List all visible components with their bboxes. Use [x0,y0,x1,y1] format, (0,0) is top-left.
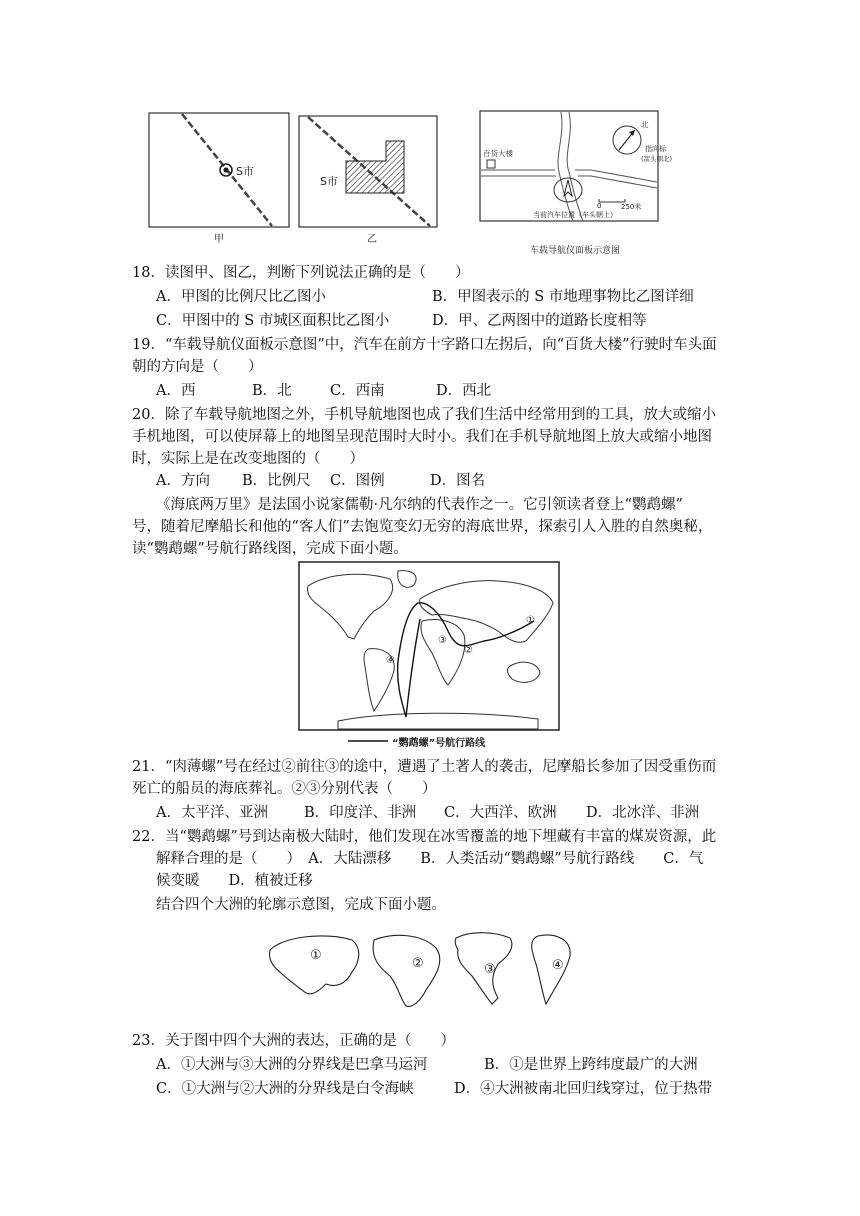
q19-option-a: A．西 [156,383,196,399]
q19-option-c: C．西南 [330,383,385,399]
marker-4: ④ [386,655,395,666]
marker-2: ② [464,645,473,656]
caption-jia: 甲 [214,234,224,245]
continent-2: ② [412,956,424,971]
compass-label-1: 指向标 [645,145,666,153]
figure-world-route-map [298,561,560,731]
caption-yi: 乙 [367,234,377,245]
compass-label-2: (箭头朝北) [641,155,673,163]
q21-option-c: C．大西洋、欧洲 [444,805,557,821]
legend-line [348,739,388,743]
north-label: 北 [641,120,649,129]
figure-jia [148,112,290,228]
q23-stem: 23．关于图中四个大洲的表达，正确的是（ ） [132,1033,455,1049]
q23-option-d: D．④大洲被南北回归线穿过，位于热带 [454,1081,713,1097]
q20-stem-1: 20．除了车载导航地图之外，手机导航地图也成了我们生活中经常用到的工具，放大或缩小 [132,407,716,423]
map-jia [148,112,290,228]
continent-4: ④ [552,958,564,973]
q23-option-b: B．①是世界上跨纬度最广的大洲 [484,1057,698,1073]
q21-stem-1: 21．“肉薄螺”号在经过②前往③的途中，遭遇了土著人的袭击，尼摩船长参加了因受重伤而 [132,759,717,775]
q23-option-c: C．①大洲与②大洲的分界线是白令海峡 [156,1081,414,1097]
s-city-label: S市 [236,165,254,178]
figure-yi [298,115,438,228]
q18-option-d: D．甲、乙两图中的道路长度相等 [432,313,647,329]
car-label: 当前汽车位置（车头朝上） [533,211,617,219]
q21-option-d: D．北冰洋、非洲 [586,805,700,821]
q18-option-b: B．甲图表示的 S 市地理事物比乙图详细 [432,289,694,305]
q19-option-b: B．北 [252,383,292,399]
q21-option-a: A．太平洋、亚洲 [156,805,268,821]
passage-1: 《海底两万里》是法国小说家儒勒·凡尔纳的代表作之一。它引领读者登上“鹦鹉螺” [156,497,683,513]
continent-3: ③ [484,962,496,977]
q22-stem-2: 解释合理的是（ ） A．大陆漂移 B．人类活动“鹦鹉螺”号航行路线 C．气 [156,851,704,867]
q18-option-a: A．甲图的比例尺比乙图小 [156,289,326,305]
q23-option-a: A．①大洲与③大洲的分界线是巴拿马运河 [156,1057,428,1073]
q22-stem-1: 22．当“鹦鹉螺”号到达南极大陆时，他们发现在冰雪覆盖的地下埋藏有丰富的煤炭资源，此 [132,829,717,845]
q20-option-d: D．图名 [430,473,486,489]
figure-four-continents [266,928,596,1012]
scale-value: 250米 [621,203,642,211]
continent-1: ① [310,948,322,963]
passage-continents: 结合四个大洲的轮廓示意图，完成下面小题。 [156,897,446,913]
q18-stem: 18．读图甲、图乙，判断下列说法正确的是（ ） [132,265,470,281]
world-map [298,561,560,731]
map-yi [298,115,438,228]
s-city-label: S市 [320,175,338,188]
passage-2: 号，随着尼摩船长和他的“客人们”去饱览变幻无穷的海底世界，探索引人入胜的自然奥秘， [132,519,713,535]
figure-nav-panel [479,110,673,222]
q21-stem-2: 死亡的船员的海底葬礼。②③分别代表（ ） [132,781,437,797]
q20-option-b: B．比例尺 [242,473,311,489]
scale-zero: 0 [597,202,602,210]
marker-1: ① [526,615,535,626]
q19-stem-2: 朝的方向是（ ） [132,359,263,375]
passage-3: 读“鹦鹉螺”号航行路线图，完成下面小题。 [132,541,408,557]
q22-stem-3: 候变暖 D．植被迁移 [156,873,313,889]
q19-stem-1: 19．“车载导航仪面板示意图”中，汽车在前方十字路口左拐后，向“百货大楼”行驶时车头面 [132,337,717,353]
q20-option-c: C．图例 [330,473,385,489]
q21-option-b: B．印度洋、非洲 [304,805,417,821]
store-label: 百货大楼 [483,149,513,158]
q18-option-c: C．甲图中的 S 市城区面积比乙图小 [156,313,390,329]
marker-3: ③ [438,635,447,646]
legend-label: “鹦鹉螺”号航行路线 [392,738,486,749]
q20-stem-3: 时，实际上是在改变地图的（ ） [132,451,364,467]
continents-outline [266,928,596,1012]
q20-option-a: A．方向 [156,473,210,489]
caption-nav: 车载导航仪面板示意图 [530,246,621,256]
q19-option-d: D．西北 [436,383,492,399]
q20-stem-2: 手机地图，可以使屏幕上的地图呈现范围时大时小。我们在手机导航地图上放大或缩小地图 [132,429,712,445]
